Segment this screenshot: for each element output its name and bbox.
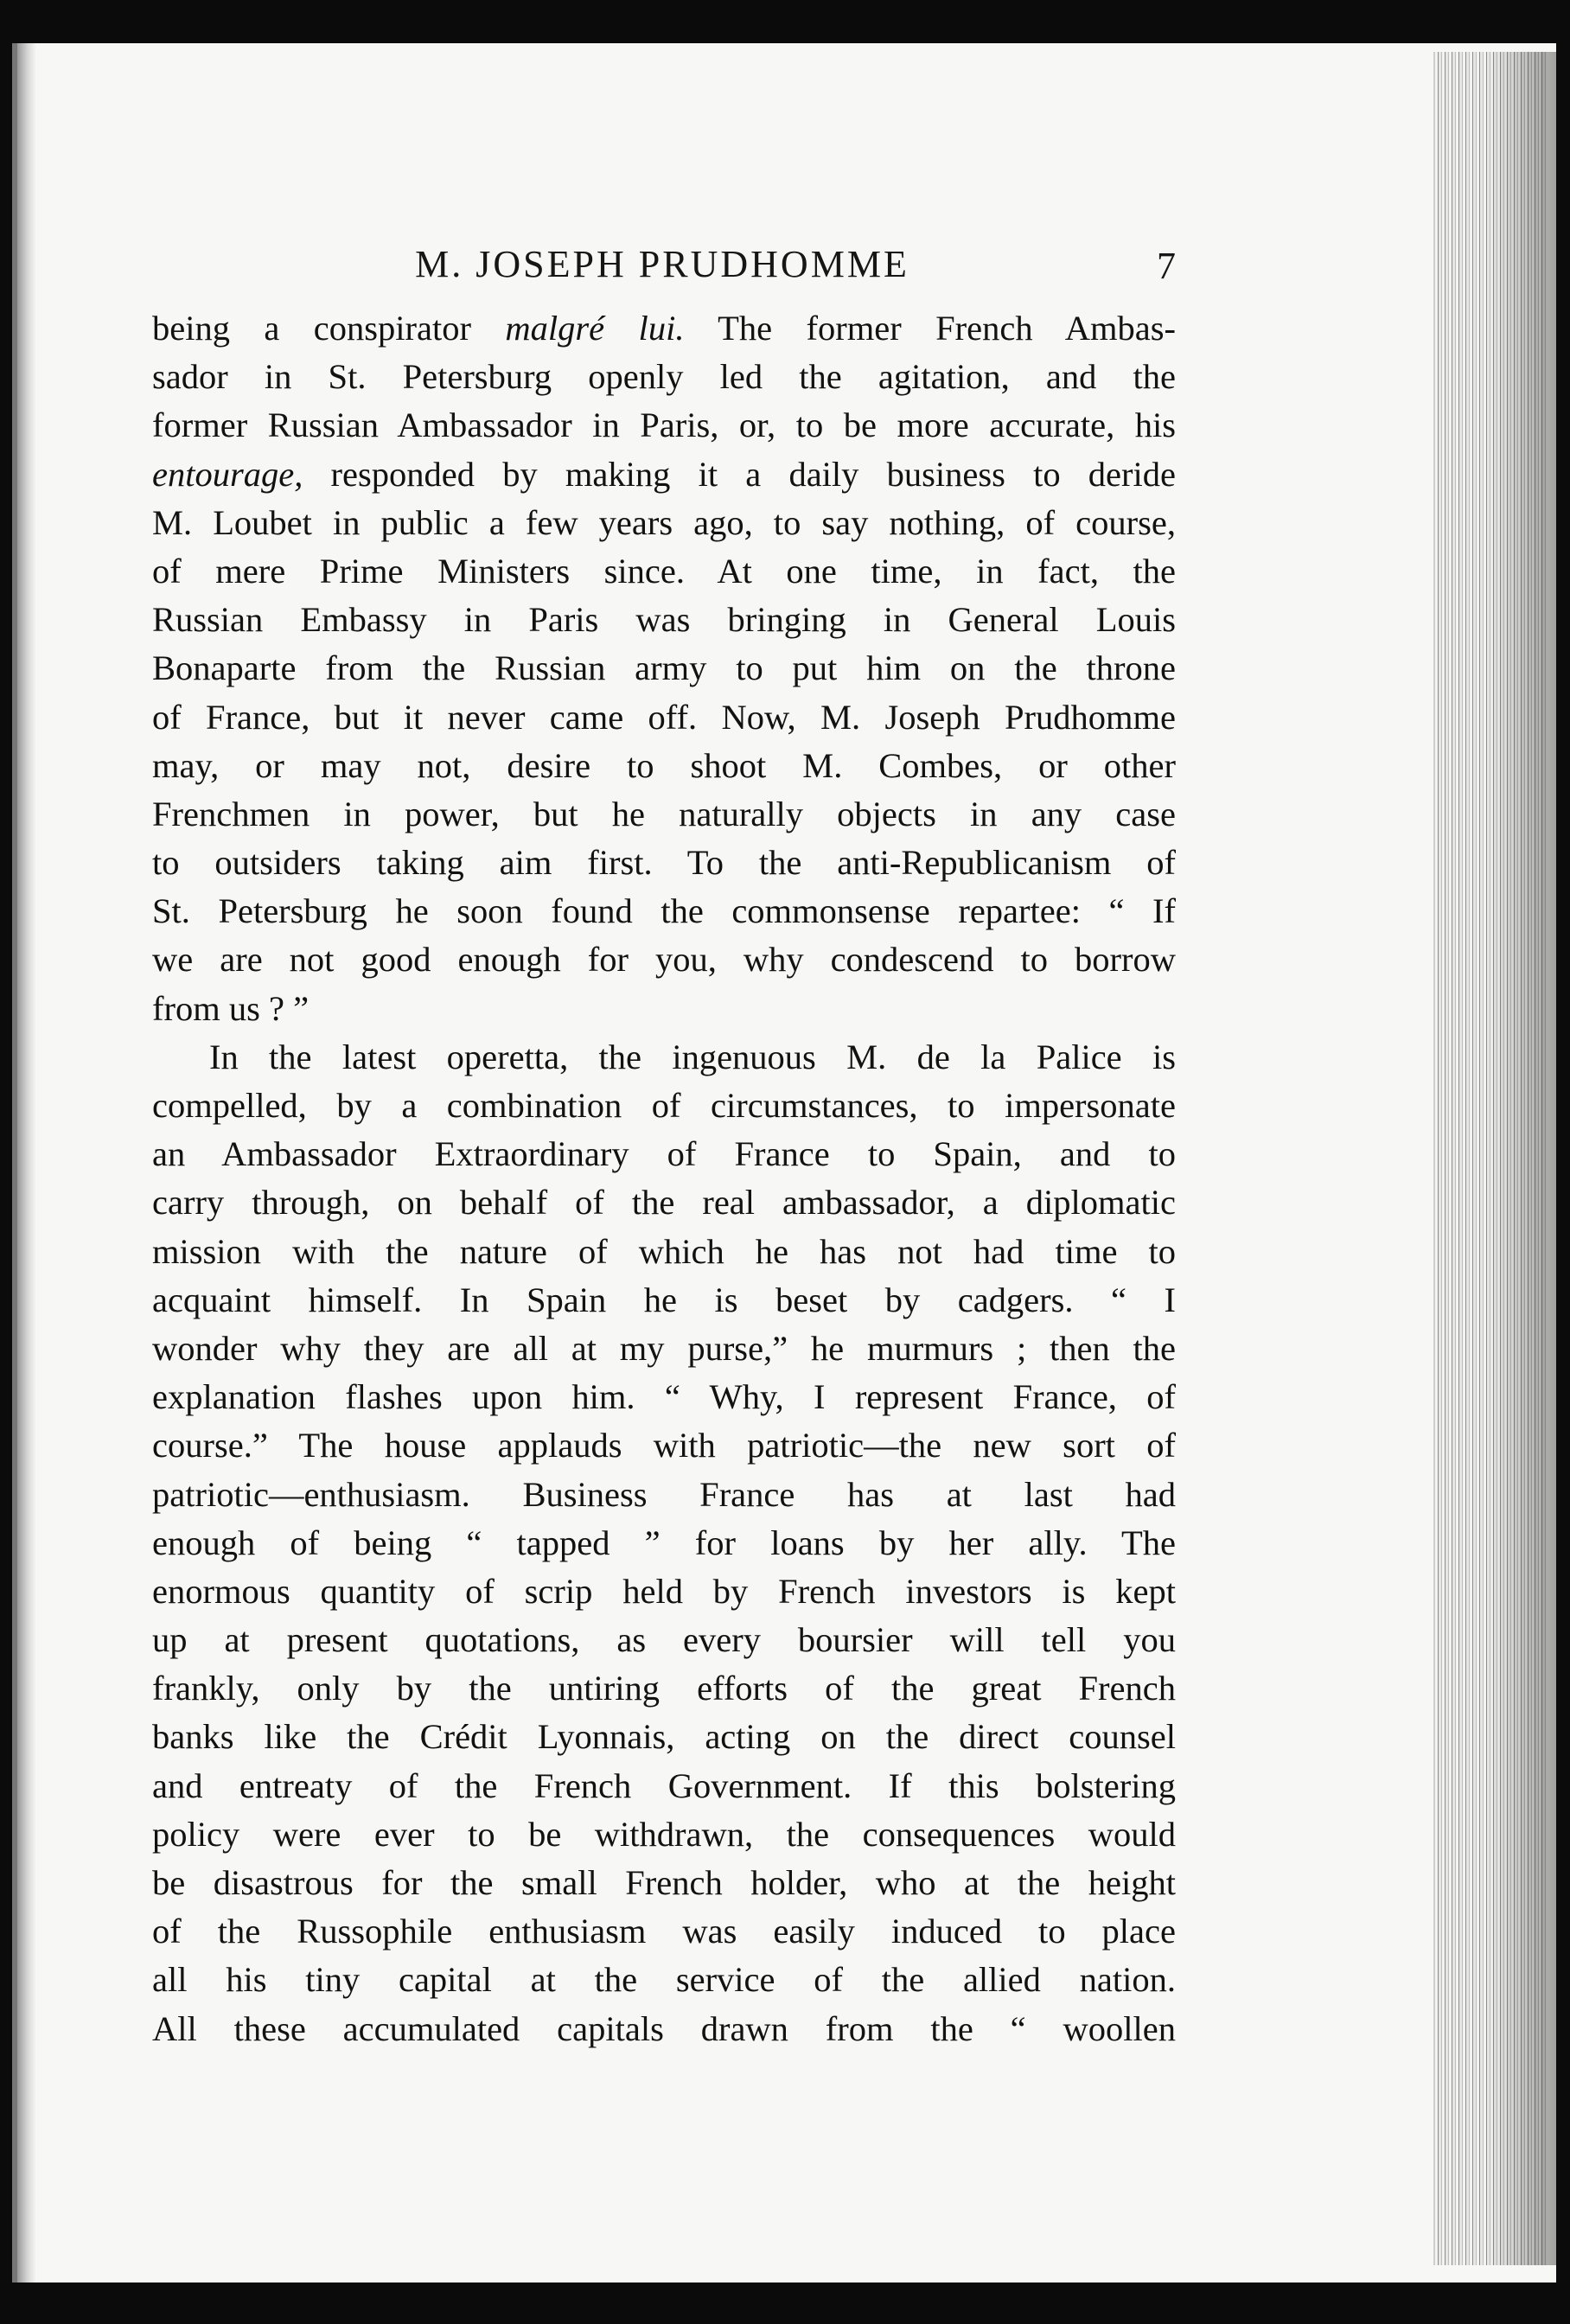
text-line (152, 985, 1176, 1033)
text-segment: All these accumulated capitals drawn from the “ woollen (152, 2008, 1176, 2048)
text-segment: of mere Prime Ministers since. At one time, in fact, the (152, 551, 1176, 591)
text-line (152, 644, 1176, 693)
text-line (152, 1421, 1176, 1470)
italic-text: malgré lui. (505, 309, 685, 348)
text-segment: The former French Ambas- (684, 309, 1176, 348)
text-segment: to outsiders taking aim first. To the anti-Republicanism of (152, 843, 1176, 883)
text-line (152, 1616, 1176, 1664)
text-segment: all his tiny capital at the service of the allied nation. (152, 1960, 1176, 2000)
text-segment: up at present quotations, as every boursier will tell you (152, 1620, 1176, 1660)
text-line (152, 887, 1176, 935)
text-segment: carry through, on behalf of the real ambassador, a diplomatic (152, 1183, 1176, 1223)
text-line (152, 1664, 1176, 1713)
text-line (152, 1762, 1176, 1810)
text-line (152, 2005, 1176, 2053)
running-head (149, 199, 1176, 287)
text-segment: acquaint himself. In Spain he is beset by cadgers. “ I (152, 1280, 1176, 1319)
text-segment: compelled, by a combination of circumstances, to impersonate (152, 1086, 1176, 1125)
text-line (152, 1519, 1176, 1567)
text-line (152, 1471, 1176, 1519)
text-line (152, 1859, 1176, 1907)
text-segment: banks like the Crédit Lyonnais, acting on the direct counsel (152, 1717, 1176, 1757)
text-line (152, 401, 1176, 450)
text-line (152, 790, 1176, 839)
text-segment: St. Petersburg he soon found the commonsense repartee: “ If (152, 891, 1176, 931)
text-segment: of France, but it never came off. Now, M. Joseph Prudhomme (152, 697, 1176, 737)
text-line (152, 1033, 1176, 1082)
text-line (152, 1373, 1176, 1421)
text-segment: Russian Embassy in Paris was bringing in General Louis (152, 600, 1176, 640)
text-segment: from us ? ” (152, 988, 310, 1028)
text-segment: Bonaparte from the Russian army to put him on the throne (152, 648, 1176, 688)
text-segment: Frenchmen in power, but he naturally objects in any case (152, 794, 1176, 833)
text-line (152, 304, 1176, 353)
body-text (152, 304, 1176, 2053)
text-line (152, 1082, 1176, 1130)
text-segment: of the Russophile enthusiasm was easily induced to place (152, 1912, 1176, 1951)
text-line (152, 935, 1176, 984)
text-line (152, 693, 1176, 742)
page-number: 7 (1157, 245, 1176, 287)
text-line (152, 742, 1176, 790)
text-segment: responded by making it a daily business to deride (303, 454, 1176, 494)
text-segment: and entreaty of the French Government. If this bolstering (152, 1765, 1176, 1805)
text-line (152, 1713, 1176, 1761)
text-line (152, 499, 1176, 547)
text-line (152, 1178, 1176, 1227)
text-segment: patriotic—enthusiasm. Business France has at last had (152, 1474, 1176, 1514)
text-segment: an Ambassador Extraordinary of France to Spain, and to (152, 1134, 1176, 1174)
text-segment: sador in St. Petersburg openly led the agitation, and the (152, 357, 1176, 397)
book-page (12, 43, 1556, 2282)
text-segment: explanation flashes upon him. “ Why, I represent France, of (152, 1377, 1176, 1417)
text-segment: policy were ever to be withdrawn, the consequences would (152, 1814, 1176, 1854)
text-line (152, 353, 1176, 401)
text-segment: being a conspirator (152, 309, 506, 348)
text-segment: course.” The house applauds with patriotic—the new sort of (152, 1426, 1176, 1465)
text-line (152, 1325, 1176, 1373)
text-segment: frankly, only by the untiring efforts of the great French (152, 1669, 1176, 1708)
text-segment: may, or may not, desire to shoot M. Combes, or other (152, 745, 1176, 785)
text-line (152, 1276, 1176, 1325)
text-line (152, 450, 1176, 499)
text-segment: mission with the nature of which he has not had time to (152, 1231, 1176, 1271)
binding-shadow (17, 43, 36, 2282)
text-line (152, 839, 1176, 887)
text-line (152, 1810, 1176, 1859)
text-segment: wonder why they are all at my purse,” he murmurs ; then the (152, 1328, 1176, 1368)
text-segment: enough of being “ tapped ” for loans by her ally. The (152, 1523, 1176, 1562)
text-segment: M. Loubet in public a few years ago, to say nothing, of course, (152, 502, 1176, 542)
text-segment: former Russian Ambassador in Paris, or, to be more accurate, his (152, 405, 1176, 445)
fore-edge-shadow (1487, 52, 1556, 2265)
text-segment: enormous quantity of scrip held by French investors is kept (152, 1571, 1176, 1611)
text-line (152, 547, 1176, 596)
italic-text: entourage, (152, 454, 303, 494)
text-segment: In the latest operetta, the ingenuous M. de la Palice is (209, 1037, 1176, 1076)
text-line (152, 1228, 1176, 1276)
running-head-title: M. JOSEPH PRUDHOMME (415, 243, 909, 285)
text-line (152, 1956, 1176, 2004)
text-line (152, 1130, 1176, 1178)
text-line (152, 1567, 1176, 1616)
text-segment: we are not good enough for you, why condescend to borrow (152, 940, 1176, 980)
text-segment: be disastrous for the small French holder, who at the height (152, 1863, 1176, 1902)
text-line (152, 1907, 1176, 1956)
text-line (152, 596, 1176, 644)
